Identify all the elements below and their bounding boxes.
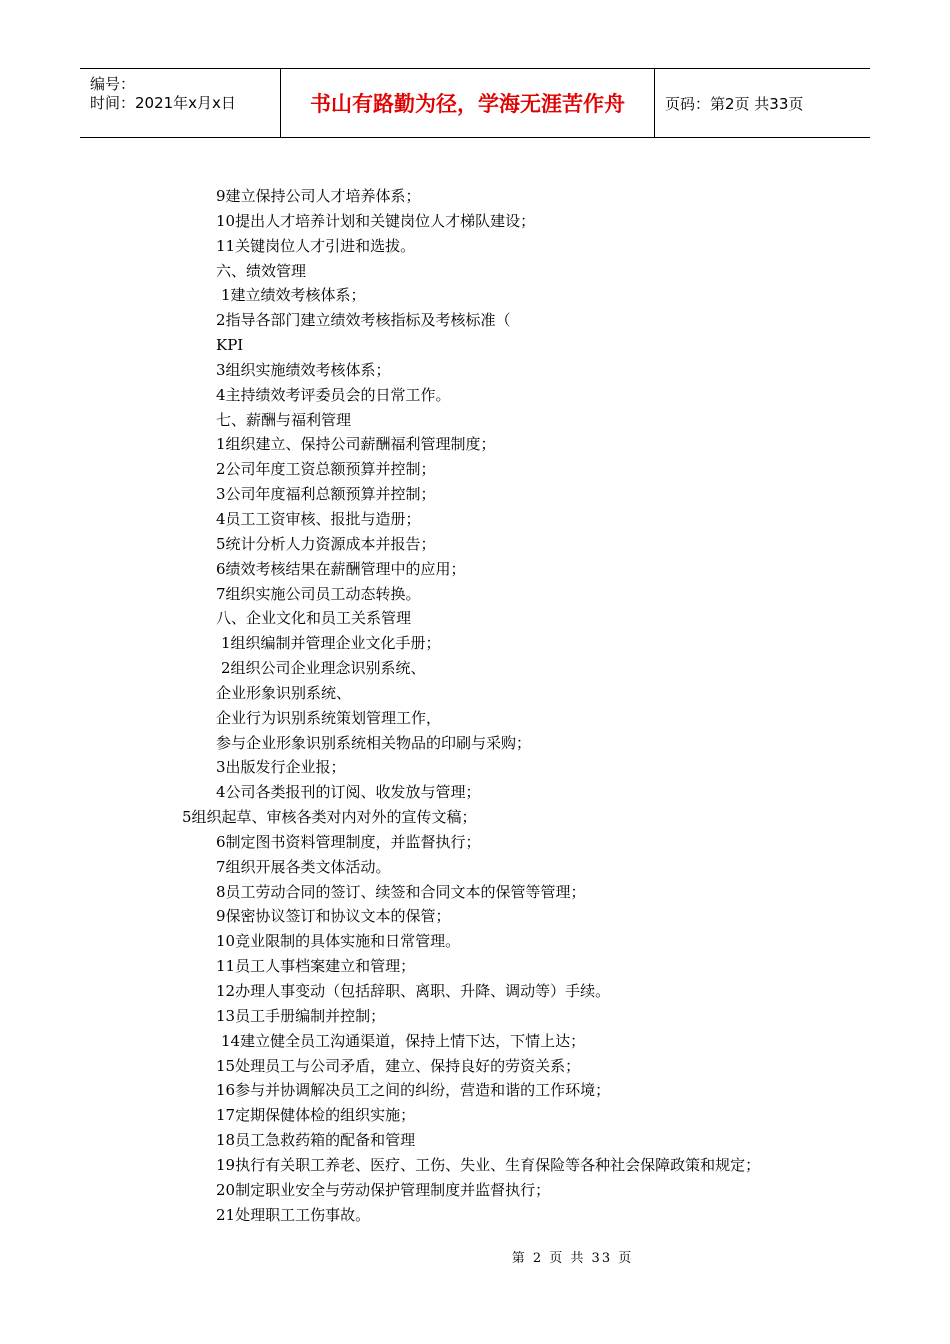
- body-line: 1建立绩效考核体系；: [221, 286, 366, 305]
- body-line: 13员工手册编制并控制；: [216, 1006, 386, 1025]
- footer-page-number: 第 2 页 共 33 页: [511, 1251, 634, 1266]
- section-heading: 六、绩效管理: [216, 261, 307, 280]
- page-footer: [0, 1247, 950, 1266]
- body-line: 3组织实施绩效考核体系；: [216, 360, 391, 379]
- motto-text: 书山有路勤为径，学海无涯苦作舟: [310, 92, 625, 116]
- body-line: 3出版发行企业报；: [216, 758, 346, 777]
- body-line: 9保密协议签订和协议文本的保管；: [216, 907, 451, 926]
- section-heading: 七、薪酬与福利管理: [216, 410, 352, 429]
- header-meta-cell: [80, 69, 281, 137]
- body-line: 5统计分析人力资源成本并报告；: [216, 534, 436, 553]
- body-line: 9建立保持公司人才培养体系；: [216, 187, 421, 205]
- body-line: 企业形象识别系统、: [216, 683, 352, 702]
- body-line: 参与企业形象识别系统相关物品的印刷与采购；: [216, 733, 532, 752]
- body-line: 12办理人事变动（包括辞职、离职、升降、调动等）手续。: [216, 982, 611, 1000]
- body-line: 2指导各部门建立绩效考核指标及考核标准（: [216, 311, 511, 330]
- body-line: 2组织公司企业理念识别系统、: [221, 659, 426, 678]
- body-line: 21处理职工工伤事故。: [216, 1205, 371, 1224]
- body-line: 7组织开展各类文体活动。: [216, 857, 391, 876]
- body-line: 15处理员工与公司矛盾，建立、保持良好的劳资关系；: [216, 1056, 581, 1075]
- body-line: 1组织建立、保持公司薪酬福利管理制度；: [216, 435, 496, 454]
- body-line: 3公司年度福利总额预算并控制；: [216, 485, 436, 504]
- body-line: 4公司各类报刊的订阅、收发放与管理；: [216, 783, 481, 802]
- body-line: 1组织编制并管理企业文化手册；: [221, 634, 441, 653]
- page-header: [80, 68, 870, 138]
- page-info: 页码：第2页 共33页: [665, 94, 804, 113]
- body-line: 8员工劳动合同的签订、续签和合同文本的保管等管理；: [216, 882, 586, 901]
- body-line: 14建立健全员工沟通渠道，保持上情下达，下情上达；: [221, 1031, 586, 1050]
- body-line: 18员工急救药箱的配备和管理: [216, 1131, 416, 1150]
- date-label: 时间：2021年x月x日: [90, 94, 236, 112]
- body-line: 11员工人事档案建立和管理；: [216, 957, 416, 976]
- body-line: 16参与并协调解决员工之间的纠纷，营造和谐的工作环境；: [216, 1081, 611, 1100]
- body-line: 17定期保健体检的组织实施；: [216, 1106, 416, 1125]
- document-body: [0, 184, 950, 1227]
- body-line: 5组织起草、审核各类对内对外的宣传文稿；: [182, 808, 477, 827]
- body-line: 企业行为识别系统策划管理工作，: [216, 708, 442, 727]
- body-line: 10提出人才培养计划和关键岗位人才梯队建设；: [216, 211, 536, 230]
- body-line: 2公司年度工资总额预算并控制；: [216, 460, 436, 479]
- body-line: KPI: [216, 336, 244, 355]
- body-line: 19执行有关职工养老、医疗、工伤、失业、生育保险等各种社会保障政策和规定；: [216, 1155, 761, 1174]
- body-line: 6绩效考核结果在薪酬管理中的应用；: [216, 559, 466, 578]
- section-heading: 八、企业文化和员工关系管理: [216, 609, 412, 628]
- body-line: 6制定图书资料管理制度，并监督执行；: [216, 832, 481, 851]
- body-line: 4主持绩效考评委员会的日常工作。: [216, 385, 451, 404]
- header-page-cell: [655, 69, 870, 137]
- body-line: 4员工工资审核、报批与造册；: [216, 509, 421, 528]
- body-line: 20制定职业安全与劳动保护管理制度并监督执行；: [216, 1180, 551, 1199]
- code-label: 编号：: [90, 75, 136, 93]
- header-motto-cell: [281, 69, 655, 137]
- body-line: 7组织实施公司员工动态转换。: [216, 584, 421, 603]
- body-line: 10竞业限制的具体实施和日常管理。: [216, 932, 461, 951]
- body-line: 11关键岗位人才引进和选拔。: [216, 236, 416, 255]
